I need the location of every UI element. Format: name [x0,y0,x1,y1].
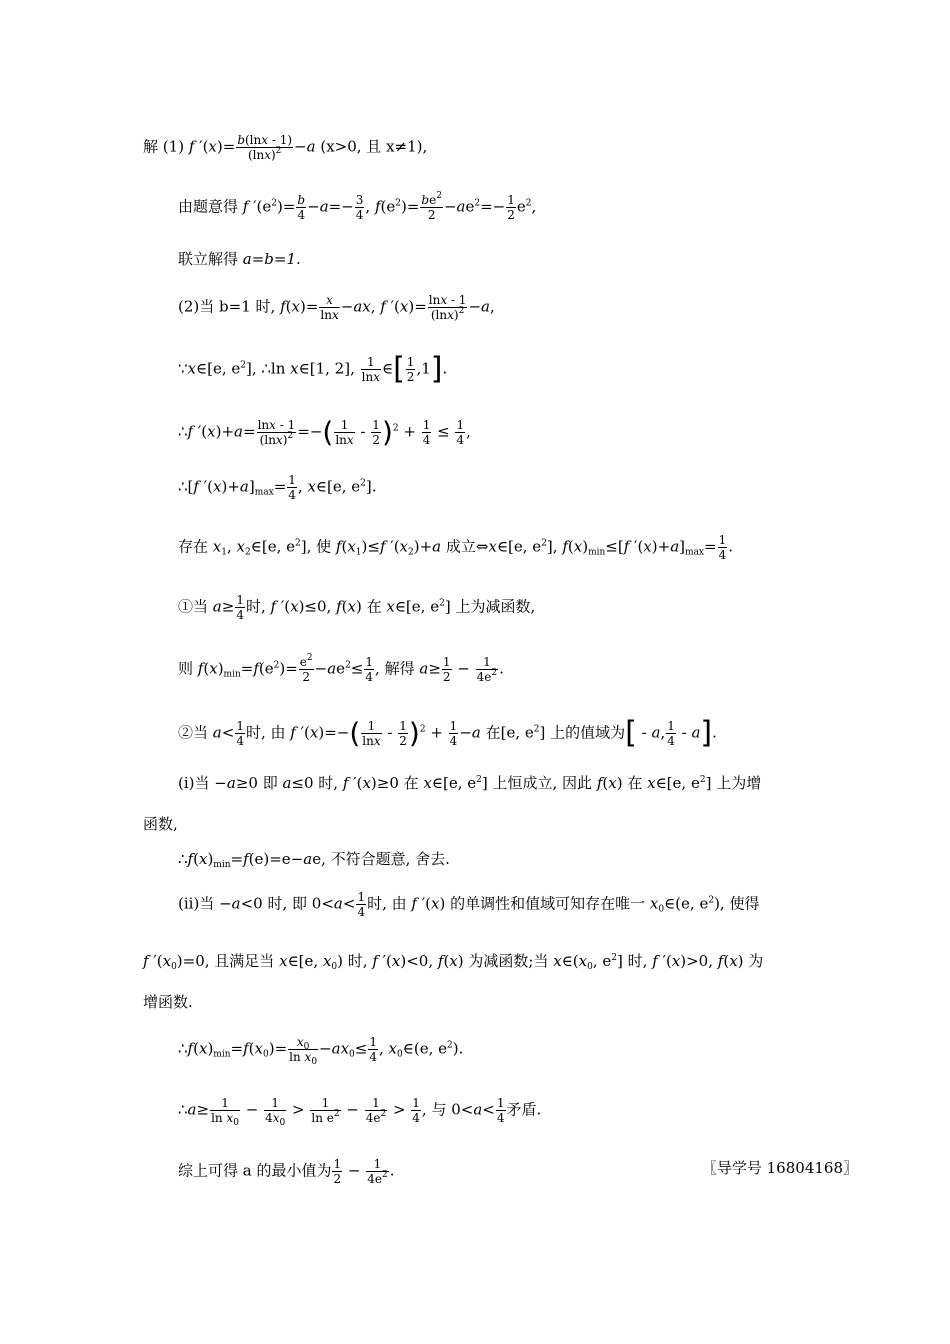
fraction: $\frac{e^2}{2}$ [299,653,313,684]
text-inc2: 增函数. [143,993,193,1011]
fraction: $\frac{1}{4}$ [667,719,675,748]
solution-label: 解 [143,137,159,156]
fraction: $\frac{1}{4x_0}$ [265,1096,286,1128]
fraction: $\frac{1}{4}$ [288,473,296,502]
solution-line-16: f $'(x_0)=0$, 且满足当 x∈[e, $x_0$) 时, f ′(x)<0, f(x) 为减函数;当 $x\in(x_0$, $e^2$] 时, f ′(x)>0, f(x) 为 [143,952,764,972]
text-from-problem: 由题意得 [178,197,239,216]
fraction: $\frac{1}{4}$ [357,890,366,919]
fraction: $\frac{1}{2}$ [372,418,380,447]
solution-line-3 [178,248,301,270]
fraction: $\frac{1}{2}$ [333,1157,342,1186]
solution-line-8: 存在 $x_1$, $x_2\in[e$, $e^2$], 使 $f(x_1)\le f$ $'(x_2)+a$ 成立⇔x∈[e, $e^2$], $f(x)_{min}\le[f$ $'(x)+a]_{max}=$ $\frac{1}{4}$ . [178,533,733,562]
solution-line-15: (ii)当 −a<0 时, 即 0<a< $\frac{1}{4}$ 时, 由 f ′(x) 的单调性和值域可知存在唯一 $x_0\in(e$, $e^2$), 使得 [178,890,760,919]
fraction: $\frac{1}{\ln x}$ [362,719,381,748]
text-exists: 存在 [178,537,209,556]
fraction: $\frac{3}{4}$ [355,193,364,222]
fraction: $\frac{x}{\ln x}$ [320,293,339,322]
fraction: $\frac{1}{4e^2}$ [367,1157,388,1186]
text-range: 上的值域为 [550,723,626,742]
solution-line-13 [143,813,178,835]
solution-line-14: $\therefore f(x)_{min}=f(e)=e-ae$, 不符合题意, 舍去. [178,850,450,870]
text-case-ii: (ii)当 [178,894,215,913]
text-unique: 的单调性和值域可知存在唯一 [450,894,646,913]
fraction: $\frac{1}{2}$ [442,655,451,684]
fraction: $\frac{1}{4}$ [365,655,374,684]
solution-line-11: ②当 a< $\frac{1}{4}$ 时, 由 f ′(x)=−( $\frac{1}{\ln x}$ - $\frac{1}{2}$ )$^2$ + $\frac{1}{4}$ −a 在[e, $e^2$] 上的值域为[ - a, $\frac{1}{4}$ - a]. [178,715,717,751]
fraction: $\frac{1}{4}$ [718,533,727,562]
text-make: 使得 [729,894,760,913]
solve-result: a=b=1. [242,250,301,268]
solution-line-6: ∴f ′(x)+a= $\frac{\ln x - 1}{(\ln x)^2}$ =−( $\frac{1}{\ln x}$ - $\frac{1}{2}$ )$^2$ + $\frac{1}{4}$ ≤ $\frac{1}{4}$ , [178,415,471,449]
fraction: $\frac{1}{4}$ [449,719,458,748]
fraction: $\frac{\ln x - 1}{(\ln x)^2}$ [428,293,467,322]
solution-line-18: $\therefore f(x)_{min}=f(x_0)=$ $\frac{x_0}{\ln x_0}$ $-ax_0\le$ $\frac{1}{4}$ , $x_0\in(e$, $e^2$). [178,1035,464,1067]
text-case2: ②当 [178,723,209,742]
text-conclusion: 综上可得 a 的最小值为 [178,1161,332,1180]
part1-condition: (x>0, 且 x≠1), [320,137,428,156]
fraction: $\frac{b}{4}$ [297,193,306,222]
text-dec2: 为减函数;当 [468,952,549,970]
solution-line-9: ①当 a≥ $\frac{1}{4}$ 时, f ′(x)≤0, f(x) 在 x∈[e, $e^2$] 上为减函数, [178,593,536,622]
text-solve2: 解得 [384,659,415,678]
text-reject: 不符合题意, 舍去. [330,850,450,868]
fraction: $\frac{1}{4}$ [422,418,431,447]
reference-number: 〖导学号 16804168〗 [701,1159,858,1177]
part2-condition: b=1 时, [219,297,276,316]
fraction: $\frac{1}{4}$ [236,719,244,748]
fraction: $\frac{1}{2}$ [507,193,515,222]
text-satisfy: 且满足当 [214,952,275,970]
fraction: $\frac{1}{4e^2}$ [365,1096,387,1125]
solution-line-4: (2)当 b=1 时, f(x)= $\frac{x}{\ln x}$ −ax, f ′(x)= $\frac{\ln x - 1}{(\ln x)^2}$ −a, [178,293,495,322]
text-case-i: (i)当 [178,774,210,792]
solution-line-2: 由题意得 f $'(e^2)=$ $\frac{b}{4}$ −a=− $\frac{3}{4}$ , $f(e^2)=$ $\frac{be^2}{2}$ $-ae^2=-$ $\frac{1}{2}$ $e^2$, [178,191,537,222]
fraction: $\frac{1}{\ln x_0}$ [211,1096,239,1128]
part2-label: (2)当 [178,297,215,316]
text-always: 上恒成立, 因此 [492,774,593,792]
fraction: $\frac{1}{2}$ [399,719,407,748]
fraction: $\frac{1}{4}$ [236,593,244,622]
text-increasing-a: 上为增 [716,774,762,792]
solution-line-5: ∵x∈[e, $e^2$], ∴ln x∈[1, 2], $\frac{1}{\ln x}$ ∈[ $\frac{1}{2}$ ,1]. [178,351,448,387]
fraction: $\frac{1}{4}$ [456,418,465,447]
fraction: $\frac{1}{4e^2}$ [476,655,498,684]
solution-line-12: (i)当 −a≥0 即 a≤0 时, f ′(x)≥0 在 x∈[e, $e^2$] 上恒成立, 因此 f(x) 在 x∈[e, $e^2$] 上为增 [178,774,762,792]
solution-line-1: 解 (1) f ′(x)= $\frac{b(\ln x - 1)}{(\ln x)^2}$ −a (x>0, 且 x≠1), [143,133,428,162]
solution-line-17 [143,991,193,1013]
text-solve: 联立解得 [178,250,239,268]
fraction: $\frac{be^2}{2}$ [421,191,442,222]
solution-line-19: ∴a≥ $\frac{1}{\ln x_0}$ − $\frac{1}{4x_0}$ > $\frac{1}{\ln e^2}$ − $\frac{1}{4e^2}$ > $\frac{1}{4}$ , 与 0<a< $\frac{1}{4}$ 矛盾. [178,1096,542,1128]
fraction: $\frac{1}{4}$ [369,1035,377,1064]
solution-line-20: 综上可得 a 的最小值为 $\frac{1}{2}$ − $\frac{1}{4e^2}$ . [178,1157,395,1186]
text-decreasing: 上为减函数, [455,597,536,616]
fraction: $\frac{1}{\ln x}$ [361,355,380,384]
part1-label: (1) [162,137,185,156]
text-case1: ①当 [178,597,209,616]
fraction: $\frac{1}{\ln x}$ [335,418,354,447]
fraction: $\frac{\ln x - 1}{(\ln x)^2}$ [257,418,296,447]
text-contradiction: 矛盾. [506,1100,542,1119]
text-increasing-b: 函数, [143,815,178,833]
text-then: 则 [178,659,194,678]
fraction: $\frac{1}{\ln e^2}$ [311,1096,340,1125]
fraction: $\frac{1}{4}$ [496,1096,505,1125]
fraction: $\frac{b(\ln x - 1)}{(\ln x)^2}$ [237,133,293,162]
fraction: $\frac{x_0}{\ln x_0}$ [289,1035,318,1067]
solution-line-10: 则 $f(x)_{min}=f(e^2)=$ $\frac{e^2}{2}$ $-ae^2\le$ $\frac{1}{4}$ , 解得 a≥ $\frac{1}{2}$ − $\frac{1}{4e^2}$ . [178,653,504,684]
solution-line-7: ∴[f $'(x)+a]_{max}=$ $\frac{1}{4}$ , x∈[e, $e^2$]. [178,473,377,502]
fraction: $\frac{1}{2}$ [406,355,415,384]
fraction: $\frac{1}{4}$ [412,1096,420,1125]
